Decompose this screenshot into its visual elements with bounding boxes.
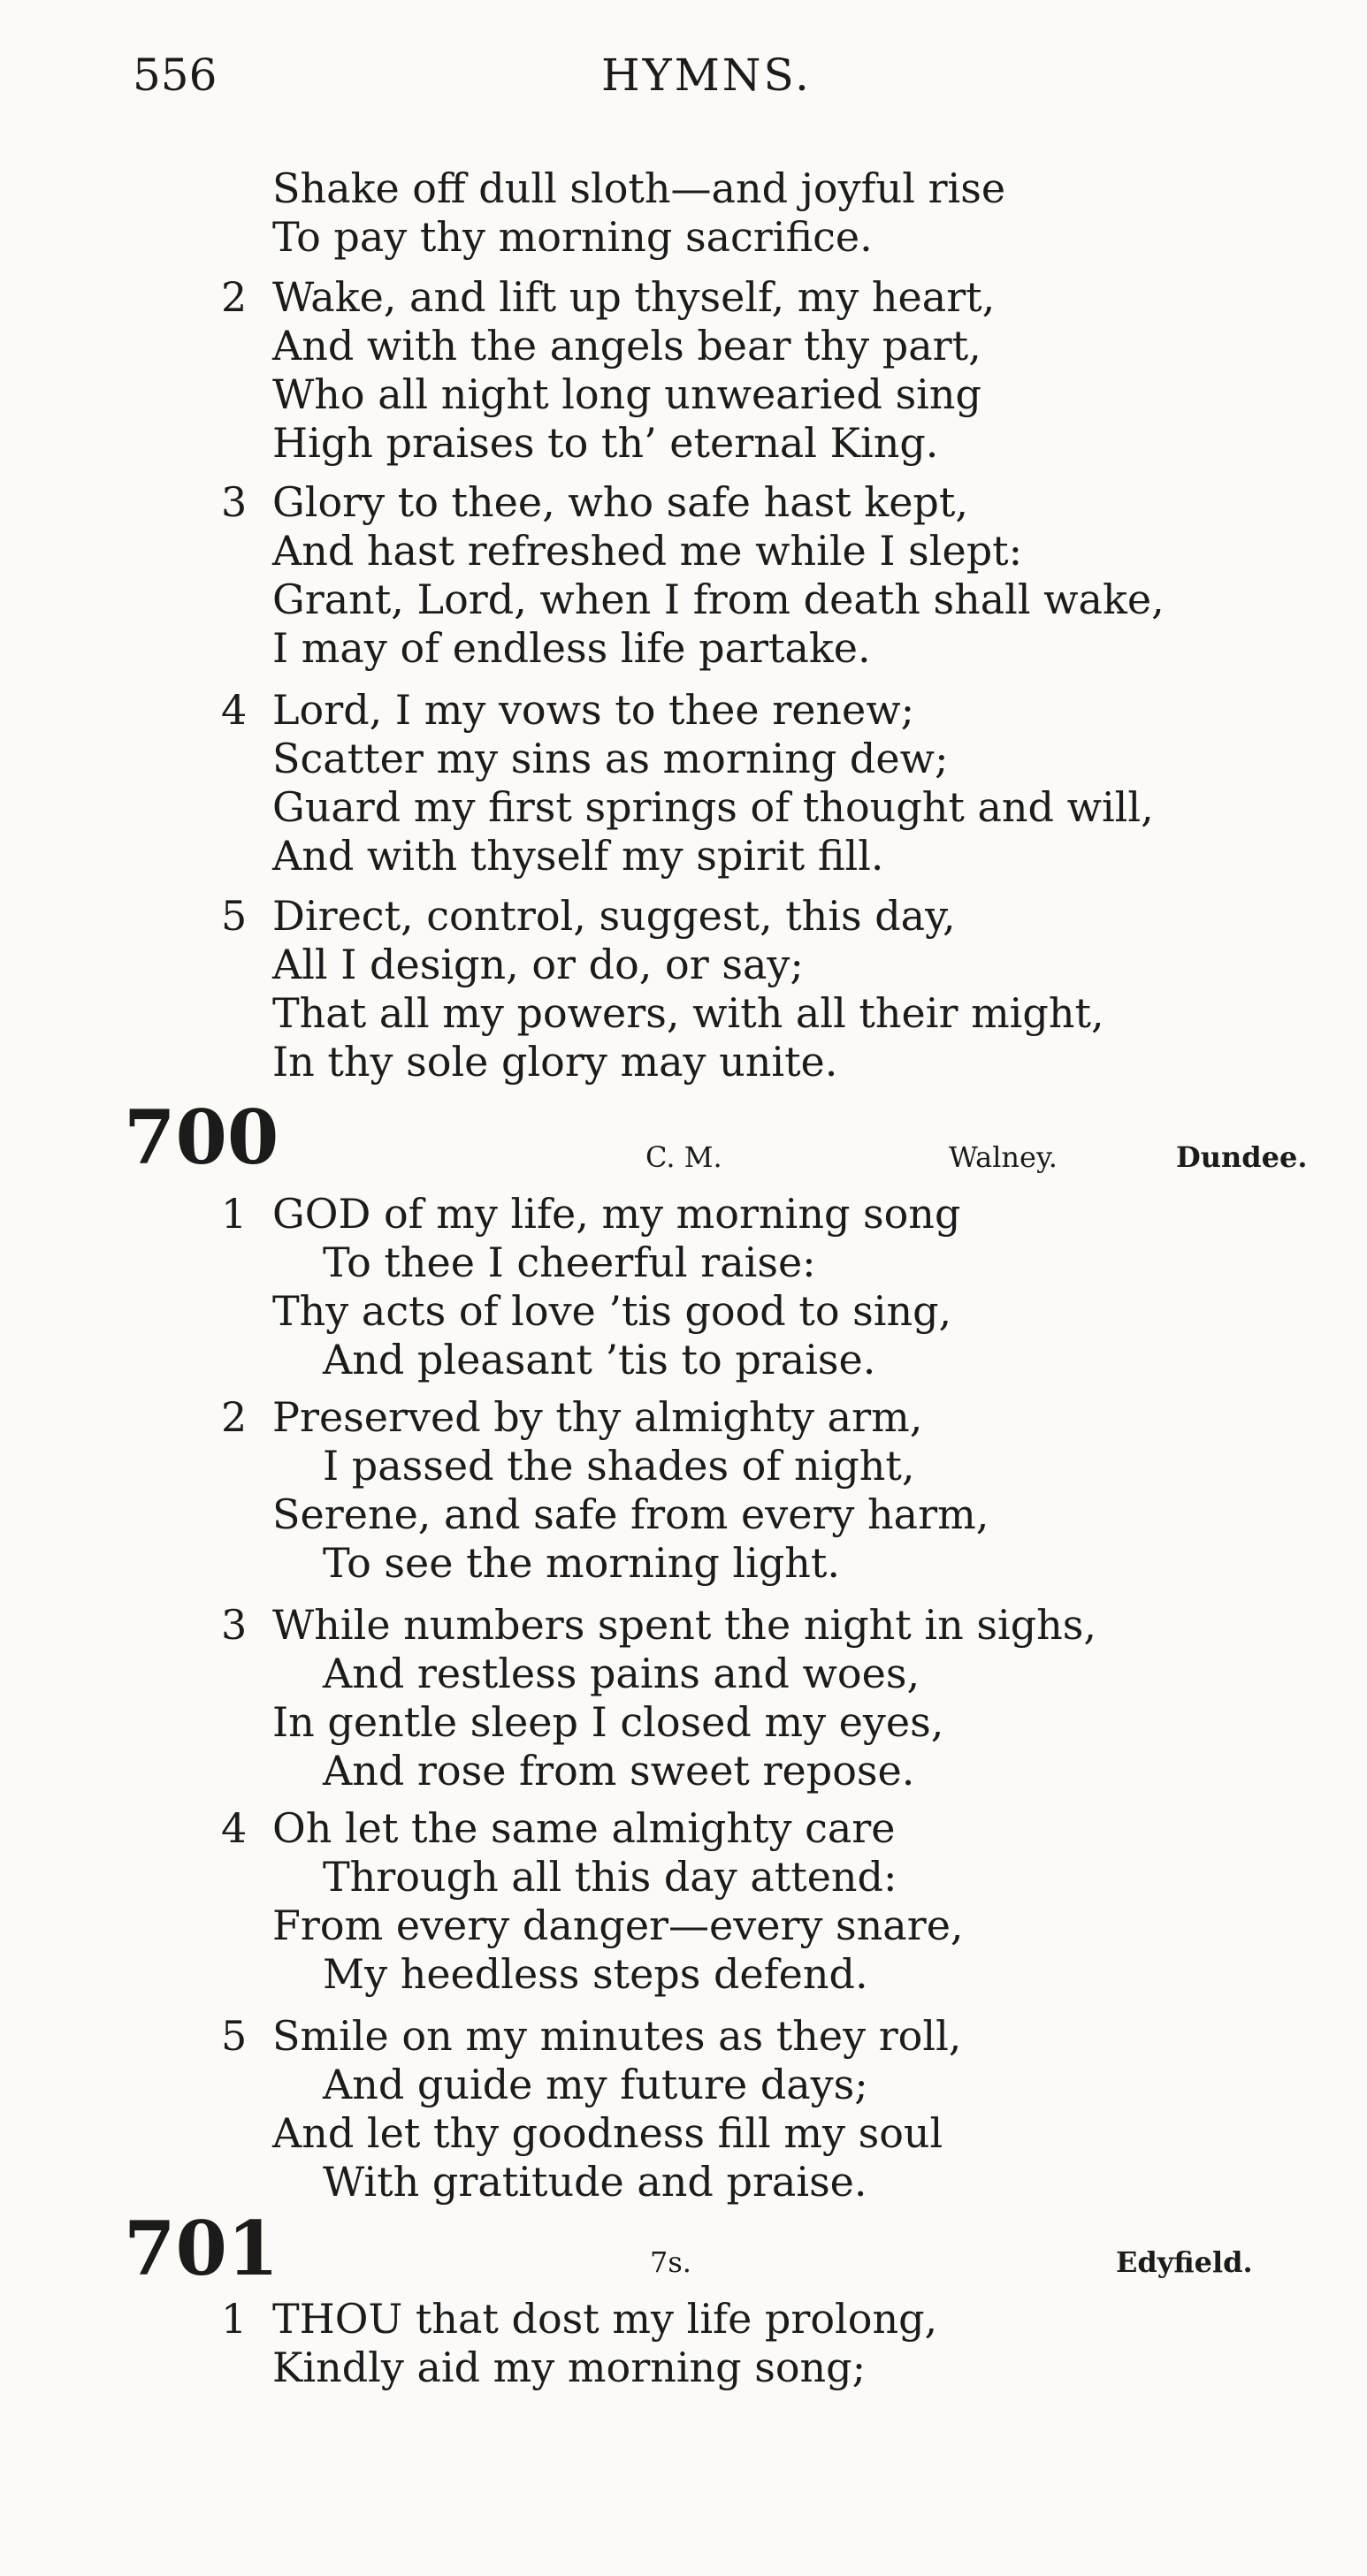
- verse-number: 3: [221, 478, 248, 526]
- hymn-line: Shake off dull sloth—and joyful rise: [272, 164, 1006, 212]
- hymn-line: THOU that dost my life prolong,: [272, 2295, 938, 2343]
- hymn-line: Through all this day attend:: [323, 1853, 897, 1901]
- hymn-number: 701: [124, 2205, 279, 2292]
- page-number: 556: [133, 50, 218, 101]
- hymn-line: And hast refreshed me while I slept:: [272, 527, 1023, 575]
- hymn-line: And with thyself my spirit fill.: [272, 832, 884, 880]
- hymn-line: My heedless steps defend.: [323, 1950, 868, 1998]
- hymn-line: Grant, Lord, when I from death shall wake,: [272, 575, 1165, 623]
- hymn-line: Serene, and safe from every harm,: [272, 1490, 989, 1538]
- tune-name: Walney.: [949, 1140, 1058, 1174]
- hymn-line: And restless pains and woes,: [323, 1650, 920, 1697]
- verse-number: 3: [221, 1601, 248, 1649]
- hymn-line: I passed the shades of night,: [323, 1442, 915, 1490]
- verse-number: 2: [221, 1393, 248, 1441]
- verse-number: 4: [221, 1804, 248, 1852]
- hymn-line: Scatter my sins as morning dew;: [272, 735, 949, 782]
- verse-number: 1: [221, 2295, 248, 2343]
- hymn-line: In thy sole glory may unite.: [272, 1038, 838, 1086]
- hymn-line: In gentle sleep I closed my eyes,: [272, 1698, 944, 1746]
- verse-number: 4: [221, 686, 248, 734]
- tune-name: Edyfield.: [1116, 2245, 1253, 2279]
- hymn-line: To thee I cheerful raise:: [323, 1238, 816, 1286]
- hymn-line: To see the morning light.: [323, 1539, 840, 1587]
- hymn-line: And let thy goodness fill my soul: [272, 2109, 943, 2157]
- verse-number: 1: [221, 1190, 248, 1238]
- hymn-line: GOD of my life, my morning song: [272, 1190, 961, 1238]
- hymn-line: From every danger—every snare,: [272, 1902, 964, 1949]
- hymn-meter: 7s.: [650, 2245, 691, 2279]
- hymn-line: And rose from sweet repose.: [323, 1747, 915, 1795]
- hymn-line: That all my powers, with all their might,: [272, 989, 1104, 1037]
- hymn-line: Direct, control, suggest, this day,: [272, 892, 956, 940]
- hymn-line: Smile on my minutes as they roll,: [272, 2012, 962, 2060]
- hymn-line: Preserved by thy almighty arm,: [272, 1393, 923, 1441]
- tune-name: Dundee.: [1176, 1140, 1308, 1174]
- hymn-line: Guard my first springs of thought and will,: [272, 783, 1154, 831]
- hymn-line: Lord, I my vows to thee renew;: [272, 686, 915, 734]
- hymn-line: And guide my future days;: [323, 2061, 868, 2108]
- hymn-line: Kindly aid my morning song;: [272, 2344, 867, 2391]
- hymn-line: To pay thy morning sacrifice.: [272, 213, 873, 261]
- hymn-line: And pleasant ’tis to praise.: [323, 1336, 876, 1383]
- hymn-line: All I design, or do, or say;: [272, 941, 804, 988]
- hymn-line: And with the angels bear thy part,: [272, 322, 981, 370]
- verse-number: 5: [221, 2012, 248, 2060]
- hymn-line: While numbers spent the night in sighs,: [272, 1601, 1096, 1649]
- hymn-line: Glory to thee, who safe hast kept,: [272, 478, 968, 526]
- hymn-meter: C. M.: [645, 1140, 722, 1174]
- hymn-line: Wake, and lift up thyself, my heart,: [272, 273, 996, 321]
- hymn-line: Thy acts of love ’tis good to sing,: [272, 1287, 952, 1335]
- hymn-line: Who all night long unwearied sing: [272, 370, 981, 418]
- hymn-line: High praises to th’ eternal King.: [272, 419, 939, 467]
- hymn-number: 700: [124, 1094, 279, 1181]
- verse-number: 2: [221, 273, 248, 321]
- hymn-line: With gratitude and praise.: [323, 2158, 867, 2206]
- verse-number: 5: [221, 892, 248, 940]
- running-title: HYMNS.: [601, 50, 812, 101]
- hymn-line: Oh let the same almighty care: [272, 1804, 896, 1852]
- hymn-line: I may of endless life partake.: [272, 624, 871, 672]
